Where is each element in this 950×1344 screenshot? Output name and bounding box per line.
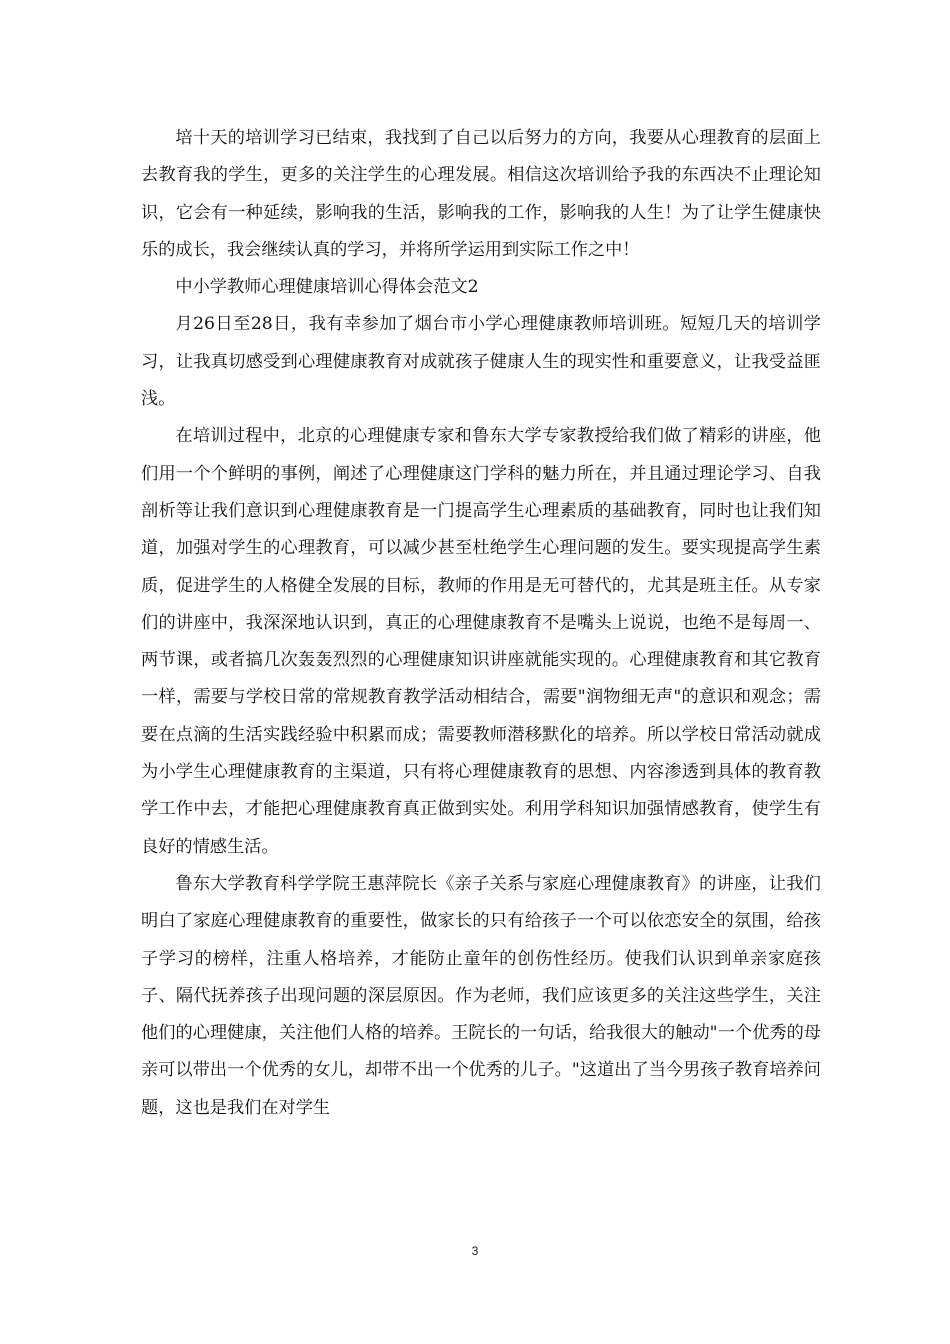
- document-body: [141, 120, 821, 1127]
- paragraph-1: 培十天的培训学习已结束，我找到了自己以后努力的方向，我要从心理教育的层面上去教育我的学生，更多的关注学生的心理发展。相信这次培训给予我的东西决不止理论知识，它会有一种延续，影响我的生活，影响我的工作，影响我的人生！为了让学生健康快乐的成长，我会继续认真的学习，并将所学运用到实际工作之中！: [141, 128, 821, 260]
- page-number: 3: [471, 1244, 479, 1258]
- section-heading: 中小学教师心理健康培训心得体会范文2: [175, 277, 479, 298]
- paragraph-4: 鲁东大学教育科学学院王惠萍院长《亲子关系与家庭心理健康教育》的讲座，让我们明白了家庭心理健康教育的重要性，做家长的只有给孩子一个可以依恋安全的氛围，给孩子学习的榜样，注重人格培养，才能防止童年的创伤性经历。使我们认识到单亲家庭孩子、隔代抚养孩子出现问题的深层原因。作为老师，我们应该更多的关注这些学生，关注他们的心理健康，关注他们人格的培养。王院长的一句话，给我很大的触动"一个优秀的母亲可以带出一个优秀的女儿，却带不出一个优秀的儿子。"这道出了当今男孩子教育培养问题，这也是我们在对学生: [141, 873, 821, 1118]
- paragraph-3: 在培训过程中，北京的心理健康专家和鲁东大学专家教授给我们做了精彩的讲座，他们用一个个鲜明的事例，阐述了心理健康这门学科的魅力所在，并且通过理论学习、自我剖析等让我们意识到心理健康教育是一门提高学生心理素质的基础教育，同时也让我们知道，加强对学生的心理教育，可以减少甚至杜绝学生心理问题的发生。要实现提高学生素质，促进学生的人格健全发展的目标，教师的作用是无可替代的，尤其是班主任。从专家们的讲座中，我深深地认识到，真正的心理健康教育不是嘴头上说说，也绝不是每周一、两节课，或者搞几次轰轰烈烈的心理健康知识讲座就能实现的。心理健康教育和其它教育一样，需要与学校日常的常规教育教学活动相结合，需要"润物细无声"的意识和观念；需要在点滴的生活实践经验中积累而成；需要教师潜移默化的培养。所以学校日常活动就成为小学生心理健康教育的主渠道，只有将心理健康教育的思想、内容渗透到具体的教育教学工作中去，才能把心理健康教育真正做到实处。利用学科知识加强情感教育，使学生有良好的情感生活。: [141, 426, 821, 857]
- paragraph-2: 月26日至28日，我有幸参加了烟台市小学心理健康教师培训班。短短几天的培训学习，让我真切感受到心理健康教育对成就孩子健康人生的现实性和重要意义，让我受益匪浅。: [141, 314, 821, 410]
